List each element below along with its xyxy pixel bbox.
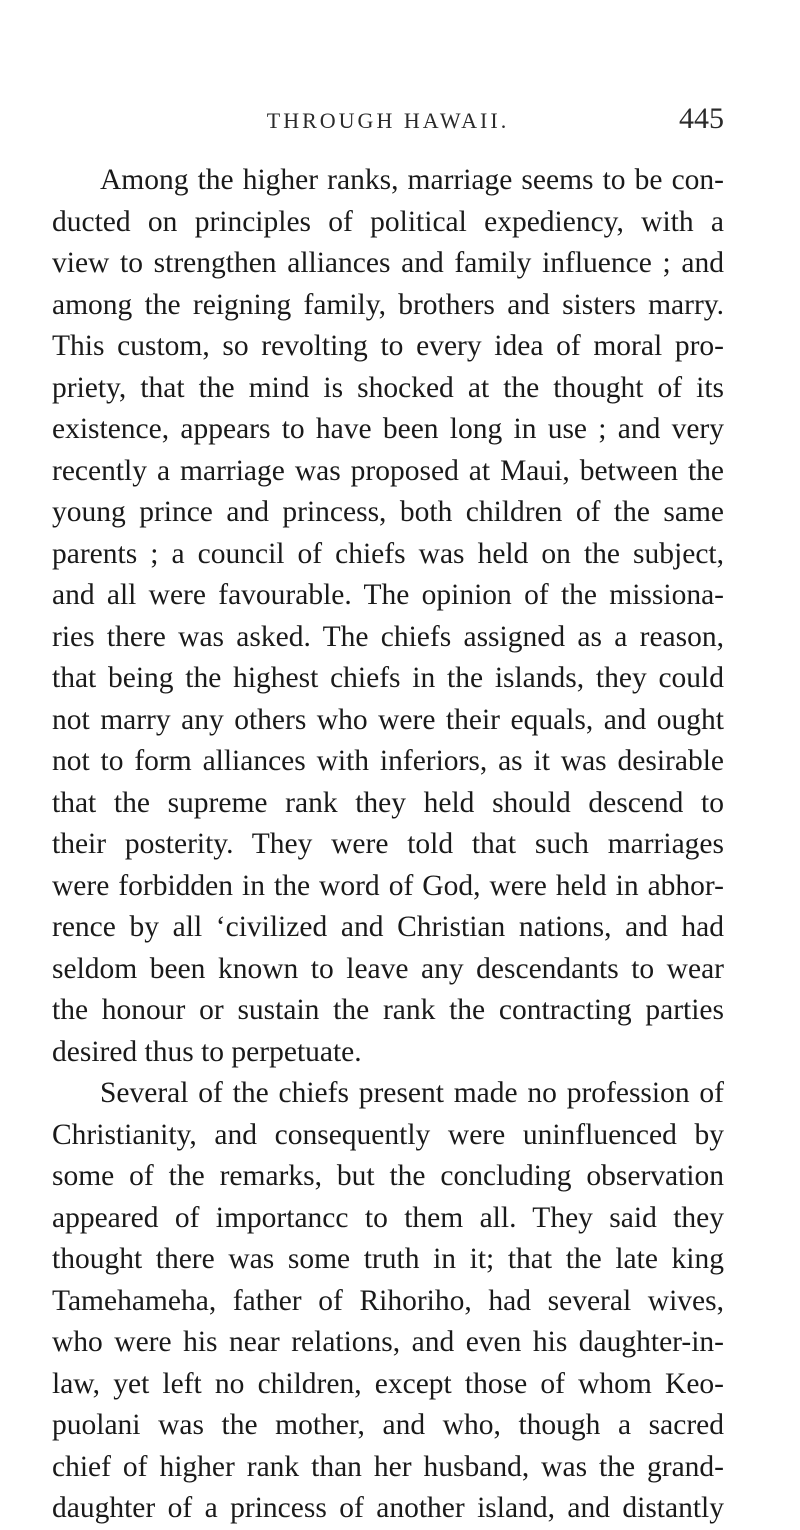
- text-line: priety, that the mind is shocked at the thought of its: [52, 371, 724, 404]
- text-line: view to strengthen alliances and family influence ; and: [52, 247, 724, 279]
- text-line: This custom, so revolting to every idea of moral pro-: [52, 330, 724, 362]
- text-line: ries there was asked. The chiefs assigned as a reason,: [52, 620, 724, 653]
- text-line: Christianity, and consequently were uninfluenced by: [52, 1118, 724, 1151]
- text-line: were forbidden in the word of God, were held in abhor-: [52, 869, 724, 902]
- text-line: among the reigning family, brothers and sisters marry.: [52, 288, 724, 321]
- text-line: parents ; a council of chiefs was held on the subject,: [52, 537, 724, 570]
- text-line: and all were favourable. The opinion of the missiona-: [52, 579, 724, 611]
- text-line: the honour or sustain the rank the contracting parties: [52, 994, 724, 1026]
- text-line: not to form alliances with inferiors, as it was desirable: [52, 745, 724, 777]
- text-line: young prince and princess, both children of the same: [52, 496, 724, 528]
- text-line: who were his near relations, and even his daughter-in-: [52, 1326, 724, 1358]
- text-line: some of the remarks, but the concluding observation: [52, 1160, 724, 1192]
- running-title: THROUGH HAWAII.: [266, 108, 510, 133]
- text-line: existence, appears to have been long in use ; and very: [52, 413, 724, 445]
- text-line: law, yet left no children, except those of whom Keo-: [52, 1367, 724, 1400]
- text-line: seldom been known to leave any descendants to wear: [52, 952, 724, 985]
- body-text: [52, 160, 724, 1530]
- text-line: not marry any others who were their equals, and ought: [52, 703, 724, 736]
- text-line: their posterity. They were told that such marriages: [52, 828, 724, 860]
- text-line: that the supreme rank they held should descend to: [52, 786, 724, 819]
- text-line: Several of the chiefs present made no profession of: [100, 1077, 724, 1109]
- text-line: puolani was the mother, and who, though a sacred: [52, 1409, 724, 1441]
- text-line: ducted on principles of political expediency, with a: [52, 205, 724, 238]
- text-line: chief of higher rank than her husband, was the grand-: [52, 1450, 724, 1483]
- text-line: thought there was some truth in it; that the late king: [52, 1243, 724, 1275]
- text-line: daughter of a princess of another island, and distantly: [52, 1492, 724, 1524]
- text-line: recently a marriage was proposed at Maui, between the: [52, 454, 724, 487]
- text-line: rence by all ‘civilized and Christian nations, and had: [52, 911, 724, 943]
- running-head: [52, 100, 724, 144]
- text-line: Among the higher ranks, marriage seems to be con-: [100, 164, 724, 196]
- text-line: Tamehameha, father of Rihoriho, had several wives,: [52, 1284, 724, 1317]
- text-line: appeared of importancc to them all. They said they: [52, 1201, 724, 1234]
- text-line: desired thus to perpetuate.: [52, 1035, 362, 1068]
- text-line: that being the highest chiefs in the islands, they could: [52, 662, 724, 694]
- page-number: 445: [679, 102, 724, 135]
